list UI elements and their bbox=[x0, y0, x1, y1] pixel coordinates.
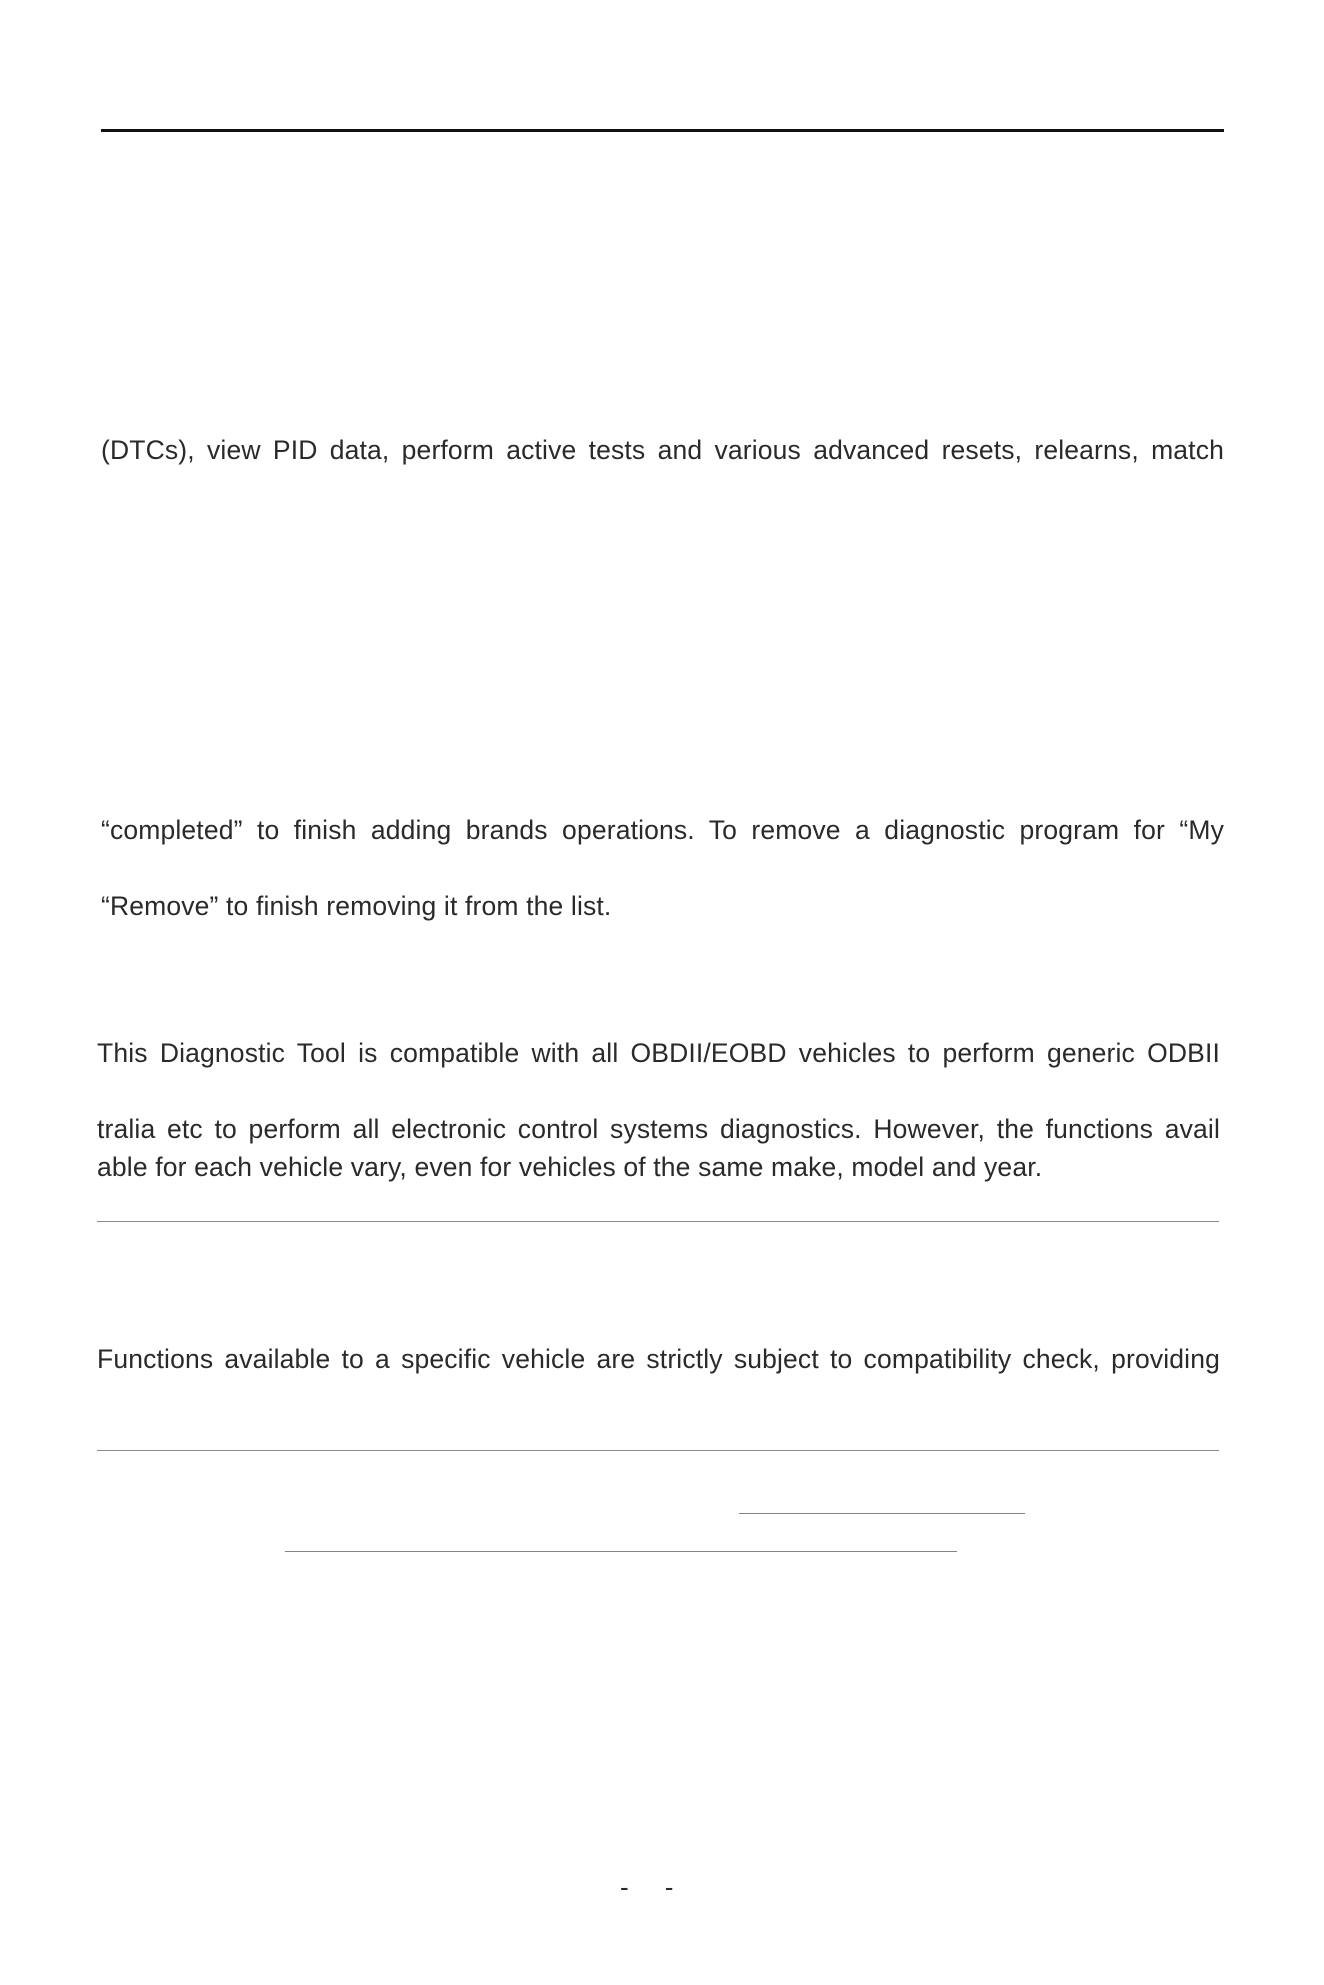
divider-upper bbox=[97, 1221, 1219, 1222]
text-line-functions-available: Functions available to a specific vehicle are strictly subject to compatibility check, providing bbox=[97, 1344, 1220, 1374]
text-line-compatibility: This Diagnostic Tool is compatible with all OBDII/EOBD vehicles to perform generic ODBII bbox=[97, 1038, 1220, 1068]
divider-lower bbox=[97, 1450, 1219, 1451]
page-number: - - bbox=[620, 1872, 674, 1902]
text-line-dtcs: (DTCs), view PID data, perform active tests and various advanced resets, relearns, match bbox=[101, 435, 1224, 465]
header-rule bbox=[101, 129, 1224, 132]
text-line-diagnostics: tralia etc to perform all electronic control systems diagnostics. However, the functions avail bbox=[97, 1114, 1220, 1144]
text-line-remove: “Remove” to finish removing it from the list. bbox=[101, 891, 612, 921]
text-line-completed: “completed” to finish adding brands operations. To remove a diagnostic program for “My bbox=[101, 815, 1224, 845]
link-underline-upper[interactable] bbox=[739, 1513, 1025, 1514]
link-underline-lower[interactable] bbox=[285, 1551, 957, 1552]
text-line-vehicle-vary: able for each vehicle vary, even for vehicles of the same make, model and year. bbox=[97, 1152, 1043, 1182]
